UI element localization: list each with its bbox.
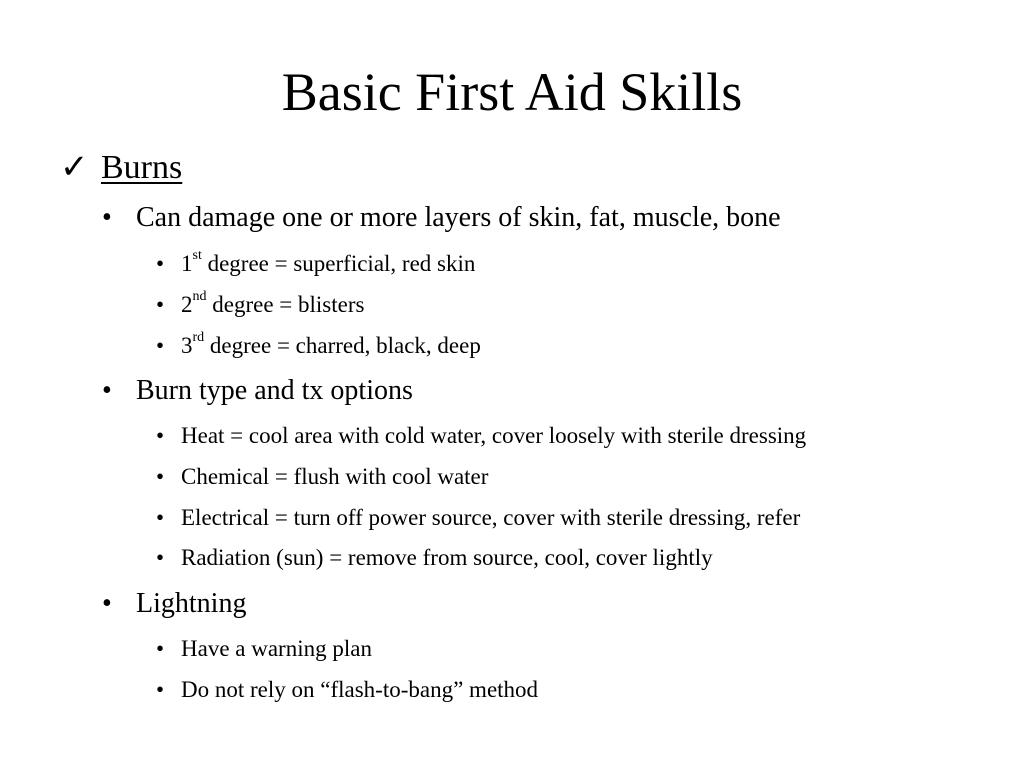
sub-bullet-text xyxy=(181,290,364,320)
degree-description: degree = superficial, red skin xyxy=(201,251,476,276)
bullet-icon: • xyxy=(156,251,165,276)
bullet-icon: • xyxy=(102,375,112,406)
bullet-icon: • xyxy=(156,677,165,702)
bullet-icon: • xyxy=(156,423,165,448)
sub-bullet-text: Radiation (sun) = remove from source, cool, cover lightly xyxy=(181,545,713,570)
bullet-icon: • xyxy=(102,202,112,233)
bullet-icon: • xyxy=(156,636,165,661)
section-label: Burns xyxy=(101,149,183,186)
sub-bullet-text: Have a warning plan xyxy=(181,636,372,661)
degree-suffix: st xyxy=(192,248,202,264)
bullet-text: Lightning xyxy=(136,588,247,619)
slide-title: Basic First Aid Skills xyxy=(281,62,743,122)
bullet-icon: • xyxy=(156,505,165,530)
degree-number: 3 xyxy=(181,333,193,358)
degree-description: degree = blisters xyxy=(206,292,365,317)
degree-number: 1 xyxy=(181,251,193,276)
bullet-icon: • xyxy=(156,333,165,358)
sub-bullet-text: Do not rely on “flash-to-bang” method xyxy=(181,677,539,702)
bullet-icon: • xyxy=(102,588,112,619)
sub-bullet-text: Electrical = turn off power source, cover with sterile dressing, refer xyxy=(181,505,801,530)
sub-bullet-text: Chemical = flush with cool water xyxy=(181,464,489,489)
degree-number: 2 xyxy=(181,292,193,317)
bullet-text: Can damage one or more layers of skin, fat, muscle, bone xyxy=(136,202,781,233)
sub-bullet-text: Heat = cool area with cold water, cover loosely with sterile dressing xyxy=(181,423,807,448)
bullet-icon: • xyxy=(156,464,165,489)
bullet-text: Burn type and tx options xyxy=(136,375,413,406)
degree-description: degree = charred, black, deep xyxy=(204,333,481,358)
sub-bullet-text xyxy=(181,331,481,361)
degree-suffix: rd xyxy=(192,330,205,346)
checkmark-icon: ✓ xyxy=(60,149,89,186)
bullet-icon: • xyxy=(156,545,165,570)
bullet-icon: • xyxy=(156,292,165,317)
sub-bullet-text xyxy=(181,249,475,279)
degree-suffix: nd xyxy=(192,289,207,305)
